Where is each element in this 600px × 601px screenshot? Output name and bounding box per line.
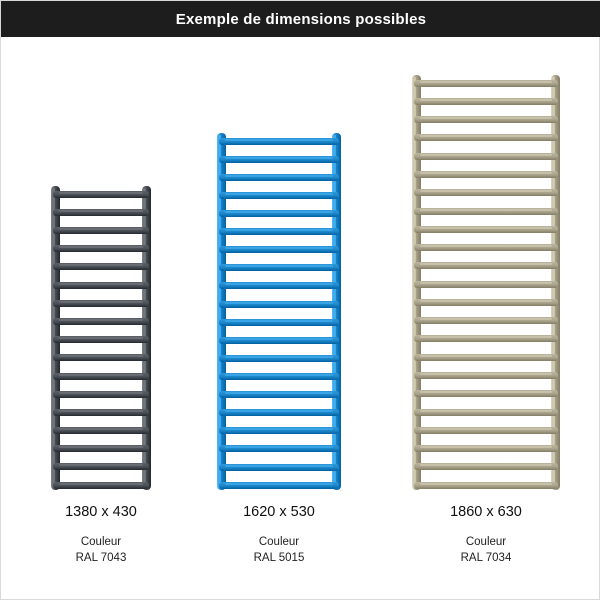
radiator-bar [414, 463, 558, 470]
radiator-bar-highlight [59, 192, 143, 194]
radiator-bar [219, 319, 339, 326]
radiator-caption-3 [396, 504, 576, 567]
radiator-bar [414, 208, 558, 215]
radiator-dimensions-2: 1620 x 530 [243, 503, 315, 520]
radiator-bar [53, 463, 149, 470]
radiator-bar-highlight [225, 211, 333, 213]
radiator-bar [414, 482, 558, 489]
radiator-bar-highlight [59, 210, 143, 212]
radiator-bar [414, 427, 558, 434]
radiator-bar [219, 174, 339, 181]
radiator-beige [412, 75, 560, 490]
radiator-blue [217, 133, 341, 490]
radiator-bar [414, 153, 558, 160]
radiator-bar-highlight [420, 263, 552, 265]
radiator-bar [414, 354, 558, 361]
radiator-bar-highlight [225, 283, 333, 285]
radiator-bar [219, 391, 339, 398]
radiator-bar-highlight [225, 338, 333, 340]
radiator-bar [53, 427, 149, 434]
radiator-item-2 [194, 133, 364, 567]
radiator-bar [414, 390, 558, 397]
radiator-bar [219, 445, 339, 452]
radiator-bar-highlight [420, 282, 552, 284]
radiator-bar-highlight [59, 355, 143, 357]
radiator-bar [53, 354, 149, 361]
radiator-bar-highlight [420, 464, 552, 466]
radiator-bar-highlight [59, 428, 143, 430]
radiator-bar-highlight [59, 301, 143, 303]
radiator-bar-highlight [420, 190, 552, 192]
radiator-bar-highlight [420, 154, 552, 156]
radiator-rail-left [217, 133, 226, 490]
radiator-bar-highlight [225, 302, 333, 304]
radiator-bar-highlight [420, 373, 552, 375]
radiator-rail-highlight [334, 135, 336, 488]
radiator-bar-highlight [225, 374, 333, 376]
radiator-colour-label-3: Couleur [465, 535, 507, 548]
radiator-bar-highlight [59, 464, 143, 466]
radiator-bar-highlight [59, 319, 143, 321]
radiator-colour-code-3: RAL 7034 [460, 552, 512, 565]
radiator-bar [414, 262, 558, 269]
radiator-bar-highlight [225, 193, 333, 195]
radiator-bar-highlight [225, 175, 333, 177]
radiator-bar [414, 80, 558, 87]
radiator-bar [414, 189, 558, 196]
radiator-bar [53, 409, 149, 416]
radiator-bar-highlight [420, 209, 552, 211]
radiator-bar [414, 281, 558, 288]
radiator-bar-highlight [59, 392, 143, 394]
radiator-rail-highlight [219, 135, 221, 488]
radiator-bar-highlight [420, 336, 552, 338]
radiator-colour-label-1: Couleur [80, 535, 122, 548]
radiator-bar-highlight [225, 247, 333, 249]
radiator-grey [51, 186, 151, 490]
radiator-bar [53, 245, 149, 252]
radiator-bar-highlight [420, 117, 552, 119]
radiator-bar [53, 191, 149, 198]
radiator-bar [53, 282, 149, 289]
radiator-bar [219, 464, 339, 471]
radiator-bar [414, 445, 558, 452]
radiator-bar [219, 482, 339, 489]
radiator-dimensions-3: 1860 x 630 [450, 503, 522, 520]
radiator-bar [53, 482, 149, 489]
radiator-colour-code-2: RAL 5015 [253, 552, 305, 565]
radiator-bar-highlight [59, 483, 143, 485]
radiator-bar-highlight [59, 446, 143, 448]
radiator-bar-highlight [225, 356, 333, 358]
radiator-item-3 [396, 75, 576, 567]
radiator-bar [53, 300, 149, 307]
radiator-bar [219, 264, 339, 271]
radiator-bar [53, 318, 149, 325]
radiator-bar-highlight [59, 246, 143, 248]
radiator-bar-highlight [420, 318, 552, 320]
radiator-bar [219, 192, 339, 199]
radiator-bar [219, 373, 339, 380]
radiator-bar-highlight [420, 227, 552, 229]
radiator-bar [219, 355, 339, 362]
radiator-bar [53, 209, 149, 216]
radiator-bar [414, 226, 558, 233]
radiator-bar [414, 299, 558, 306]
radiator-bar-highlight [59, 264, 143, 266]
radiator-bar [414, 171, 558, 178]
radiator-bar [219, 301, 339, 308]
radiator-caption-2 [194, 504, 364, 567]
radiator-bar-highlight [420, 81, 552, 83]
radiator-bar [219, 228, 339, 235]
radiator-bar [414, 134, 558, 141]
radiator-bar [414, 372, 558, 379]
radiator-bar-highlight [225, 483, 333, 485]
radiator-bar-highlight [59, 283, 143, 285]
radiator-bar-highlight [420, 300, 552, 302]
radiator-bar-highlight [420, 245, 552, 247]
radiator-bar [414, 98, 558, 105]
radiator-bar [219, 210, 339, 217]
radiator-bar [53, 227, 149, 234]
radiator-bar-highlight [225, 428, 333, 430]
radiator-rail-right [332, 133, 341, 490]
radiator-bar-highlight [225, 265, 333, 267]
radiator-colour-code-1: RAL 7043 [75, 552, 127, 565]
radiator-bar-highlight [420, 355, 552, 357]
radiator-bar-highlight [420, 391, 552, 393]
radiator-bar [414, 335, 558, 342]
radiator-bar [414, 317, 558, 324]
radiator-bar-highlight [420, 446, 552, 448]
radiator-bar [414, 116, 558, 123]
radiator-bar-highlight [225, 320, 333, 322]
radiator-bar [53, 263, 149, 270]
radiator-bar-highlight [59, 228, 143, 230]
radiator-bar-highlight [225, 139, 333, 141]
radiator-bar-highlight [59, 374, 143, 376]
radiator-bar-highlight [420, 172, 552, 174]
radiator-bar [53, 373, 149, 380]
radiator-bar [414, 244, 558, 251]
radiator-bar-highlight [59, 337, 143, 339]
radiator-bar-highlight [420, 135, 552, 137]
radiator-bar [219, 138, 339, 145]
radiator-bar [219, 282, 339, 289]
radiator-colour-label-2: Couleur [258, 535, 300, 548]
radiator-bar-highlight [225, 446, 333, 448]
page-title: Exemple de dimensions possibles [175, 10, 427, 28]
radiator-bar-highlight [420, 428, 552, 430]
radiator-bar [219, 409, 339, 416]
radiator-caption-1 [16, 504, 186, 567]
radiator-bar-highlight [225, 229, 333, 231]
radiator-bar [219, 337, 339, 344]
radiator-bar [219, 156, 339, 163]
radiator-bar [219, 427, 339, 434]
radiator-bar [53, 445, 149, 452]
radiator-bar-highlight [420, 483, 552, 485]
radiator-dimensions-1: 1380 x 430 [65, 503, 137, 520]
radiator-bar [53, 336, 149, 343]
radiator-bar-highlight [225, 392, 333, 394]
radiator-bar [219, 246, 339, 253]
radiator-bar-highlight [420, 410, 552, 412]
radiator-bar [414, 409, 558, 416]
radiator-stage [1, 37, 600, 601]
radiator-bar [53, 391, 149, 398]
radiator-item-1 [16, 186, 186, 567]
radiator-bar-highlight [420, 99, 552, 101]
radiator-bar-highlight [225, 157, 333, 159]
header-bar [1, 1, 600, 37]
radiator-bar-highlight [225, 465, 333, 467]
radiator-bar-highlight [59, 410, 143, 412]
radiator-bar-highlight [225, 410, 333, 412]
